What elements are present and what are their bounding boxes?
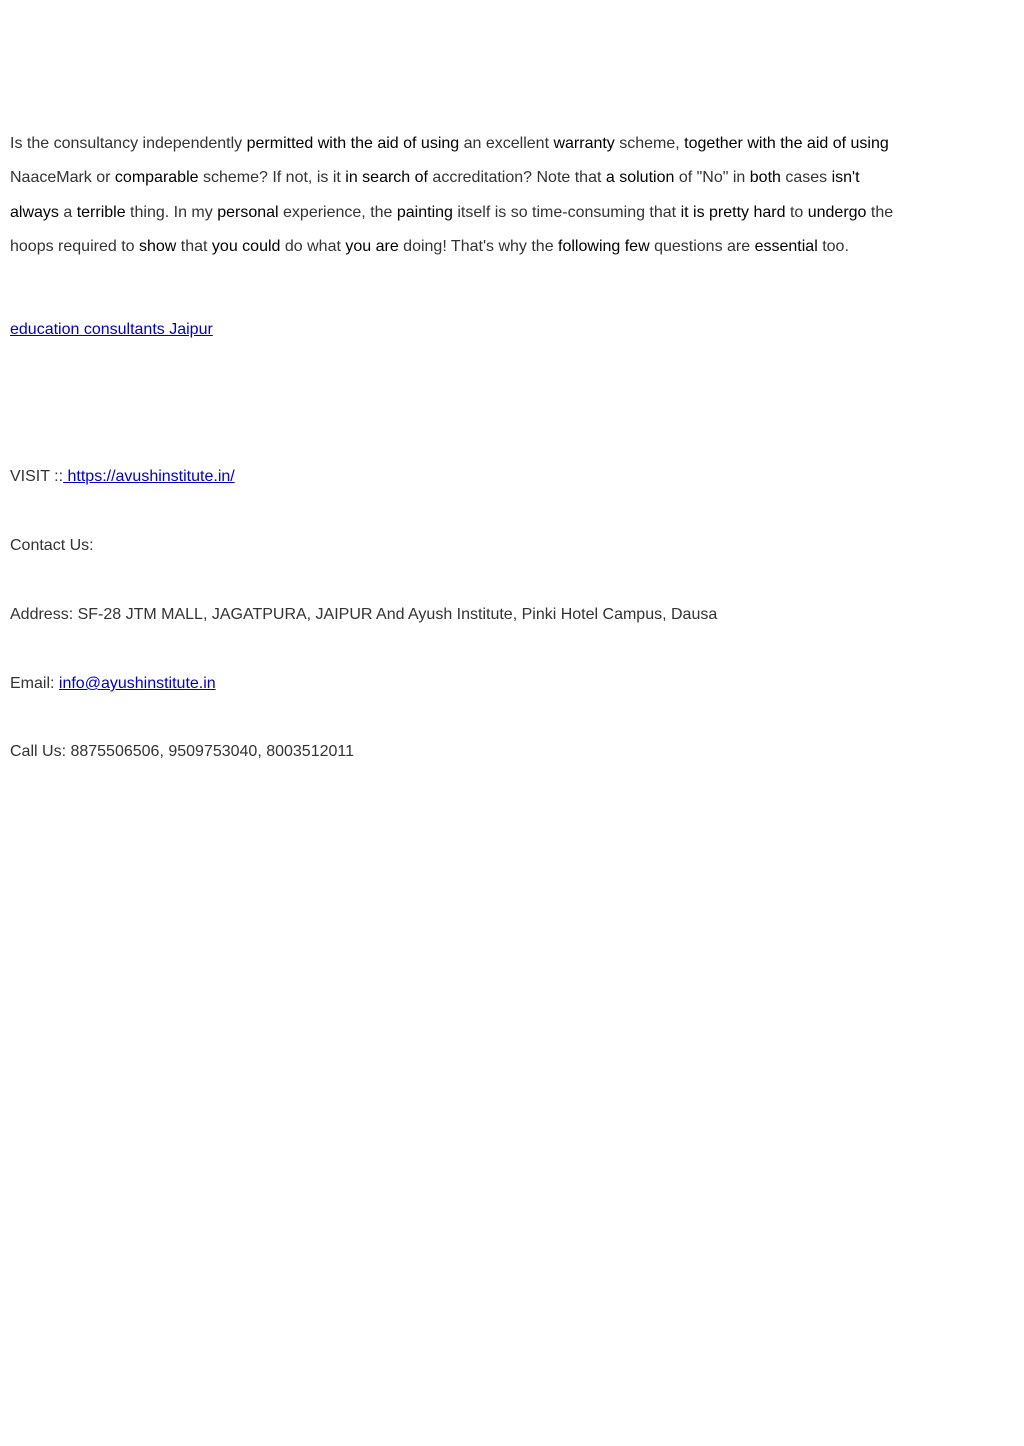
phone-line: Call Us: 8875506506, 9509753040, 8003512011 (10, 743, 354, 760)
highlighted-phrase: personal (217, 203, 279, 221)
highlighted-phrase: it is pretty hard (680, 203, 786, 221)
highlighted-phrase: permitted with the aid of using (246, 135, 460, 152)
website-link[interactable]: https://avushinstitute.in/ (63, 468, 235, 485)
text-run: doing! That's why the (398, 238, 559, 256)
highlighted-phrase: essential (754, 238, 818, 256)
text-run: an excellent (459, 135, 554, 152)
highlighted-phrase: following few (558, 238, 650, 256)
visit-label: VISIT :: (10, 468, 64, 485)
text-run: the hoops required to (10, 203, 894, 256)
text-run: experience, the (278, 203, 397, 221)
highlighted-phrase: you are (345, 238, 399, 256)
highlighted-phrase: in search of (345, 169, 428, 187)
education-consultants-link[interactable]: education consultants Jaipur (10, 321, 213, 338)
highlighted-phrase: comparable (114, 169, 199, 187)
highlighted-phrase: both (749, 169, 781, 187)
highlighted-phrase: undergo (807, 203, 867, 221)
highlighted-phrase: terrible (76, 203, 126, 221)
text-run: accreditation? Note that (427, 169, 606, 187)
text-run: thing. In my (125, 203, 218, 221)
address-line: Address: SF-28 JTM MALL, JAGATPURA, JAIPUR And Ayush Institute, Pinki Hotel Campus, Dausa (10, 606, 718, 623)
text-run: of "No" in (674, 169, 750, 187)
text-run: questions are (649, 238, 755, 256)
contact-heading: Contact Us: (10, 537, 94, 554)
text-run: NaaceMark or (10, 169, 115, 187)
highlighted-phrase: together with the aid of using (684, 135, 889, 152)
highlighted-phrase: isn't always (10, 169, 860, 221)
text-run: a (58, 203, 77, 221)
text-run: that (176, 238, 212, 256)
highlighted-phrase: a solution (605, 169, 675, 187)
text-run: do what (280, 238, 346, 256)
text-run: too. (817, 238, 849, 256)
visit-line (10, 467, 235, 487)
email-link[interactable]: info@ayushinstitute.in (58, 675, 216, 692)
text-run: to (785, 203, 808, 221)
highlighted-phrase: show (138, 238, 177, 256)
text-run: scheme, (614, 135, 685, 152)
highlighted-phrase: you could (211, 238, 281, 256)
text-run: cases (780, 169, 832, 187)
text-run: scheme? If not, is it (198, 169, 346, 187)
email-label: Email: (10, 675, 59, 692)
text-run: itself is so time-consuming that (452, 203, 681, 221)
highlighted-phrase: painting (396, 203, 453, 221)
article-paragraph (10, 127, 900, 265)
text-run: Is the consultancy independently (10, 135, 247, 152)
highlighted-phrase: warranty (553, 135, 615, 152)
email-line (10, 674, 216, 694)
